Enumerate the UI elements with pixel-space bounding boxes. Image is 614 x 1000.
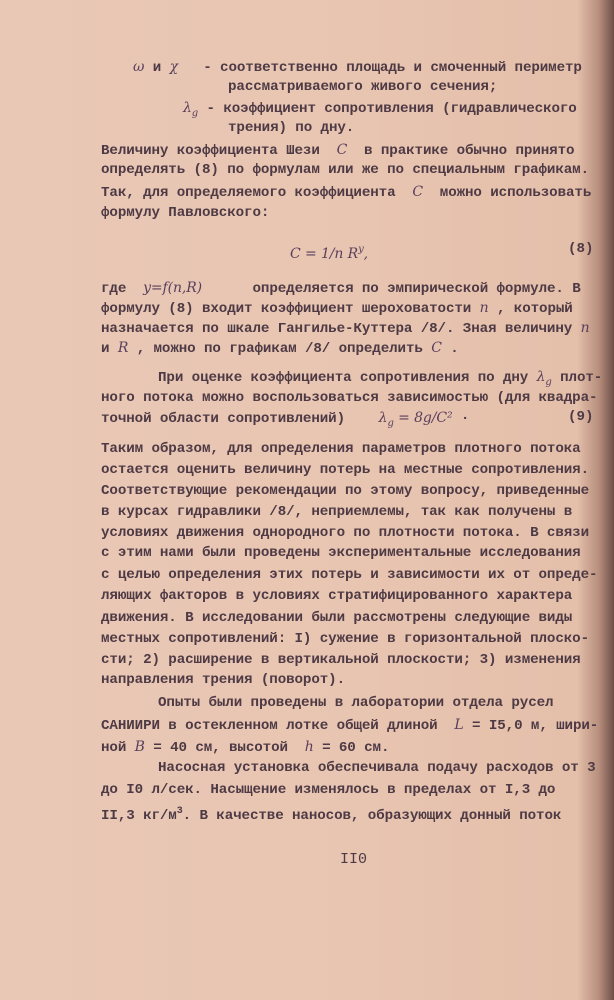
- text-segment: .: [441, 341, 459, 357]
- text-segment: и: [144, 60, 170, 76]
- text-line: [101, 279, 581, 298]
- text-segment: формулу Павловского:: [101, 205, 270, 221]
- text-segment: направления трения (поворот).: [101, 672, 346, 688]
- text-segment: остается оценить величину потерь на местные сопротивления.: [101, 462, 590, 478]
- text-line: [101, 587, 572, 605]
- text-line: [228, 78, 497, 96]
- text-line: [101, 161, 589, 179]
- math-symbol: g: [191, 108, 199, 119]
- text-segment: точной области сопротивлений): [101, 411, 379, 427]
- math-symbol: = 8g/C²: [393, 410, 453, 426]
- text-line: [101, 609, 572, 627]
- text-segment: с целью определения этих потерь и зависимости их от опреде-: [101, 567, 598, 583]
- math-symbol: ,: [363, 246, 369, 262]
- text-line: [101, 671, 345, 689]
- equation-number: (8): [568, 241, 594, 257]
- text-line: [290, 241, 368, 264]
- text-line: [101, 482, 589, 500]
- text-segment: Опыты были проведены в лаборатории отдела русел: [158, 695, 554, 711]
- text-segment: - коэффициент сопротивления (гидравлического: [198, 101, 577, 117]
- math-symbol: C: [412, 184, 423, 200]
- math-symbol: h: [304, 739, 314, 755]
- text-line: [101, 183, 591, 202]
- text-segment: Таким образом, для определения параметров плотного потока: [101, 441, 581, 457]
- text-segment: ного потока можно воспользоваться зависимостью (для квадра-: [101, 390, 598, 406]
- math-symbol: C: [336, 142, 348, 158]
- text-segment: . В качестве наносов, образующих донный поток: [182, 808, 562, 824]
- math-symbol: ω: [133, 59, 145, 75]
- text-segment: до I0 л/сек. Насыщение изменялось в пределах от I,3 до: [101, 782, 556, 798]
- math-symbol: 1/n: [320, 246, 344, 262]
- math-symbol: y: [358, 244, 364, 255]
- math-symbol: n: [580, 320, 590, 336]
- text-line: [158, 759, 596, 777]
- text-line: [101, 141, 574, 160]
- text-segment: назначается по шкале Гангилье-Куттера /8/. Зная величину: [101, 321, 581, 337]
- math-symbol: R: [343, 246, 359, 262]
- text-line: [101, 651, 581, 669]
- text-segment: трения) по дну.: [228, 120, 355, 136]
- text-segment: = 40 см, высотой: [144, 740, 305, 756]
- text-segment: Соответствующие рекомендации по этому вопросу, приведенные: [101, 483, 590, 499]
- text-line: [101, 440, 581, 458]
- text-line: [101, 524, 589, 542]
- math-symbol: C =: [290, 246, 321, 262]
- math-symbol: g: [545, 377, 552, 388]
- text-line: [133, 58, 582, 77]
- text-segment: и: [101, 341, 118, 357]
- text-segment: , можно по графикам /8/ определить: [128, 341, 432, 357]
- text-line: [101, 461, 589, 479]
- text-segment: формулу (8) входит коэффициент шероховатости: [101, 301, 480, 317]
- text-line: [101, 630, 589, 648]
- math-symbol: χ: [169, 59, 178, 75]
- text-segment: 3: [176, 806, 183, 817]
- text-segment: Насосная установка обеспечивала подачу расходов от 3: [158, 760, 596, 776]
- text-segment: ляющих факторов в условиях стратифицированного характера: [101, 588, 573, 604]
- text-segment: При оценке коэффициента сопротивления по дну: [158, 370, 537, 386]
- text-segment: САНИИРИ в остекленном лотке общей длиной: [101, 718, 455, 734]
- text-segment: Величину коэффициента Шези: [101, 143, 337, 159]
- page-number: II0: [340, 851, 368, 868]
- math-symbol: C: [431, 340, 442, 356]
- math-symbol: n: [479, 300, 489, 316]
- text-segment: , который: [488, 301, 573, 317]
- equation-number: (9): [568, 409, 594, 425]
- text-segment: в практике обычно принято: [347, 143, 575, 159]
- text-segment: ной: [101, 740, 135, 756]
- text-segment: можно использовать: [422, 185, 592, 201]
- text-segment: с этим нами были проведены экспериментальные исследования: [101, 545, 581, 561]
- text-line: [228, 119, 354, 137]
- text-line: [101, 503, 572, 521]
- math-symbol: y=f(n,R): [143, 280, 203, 296]
- math-symbol: L: [454, 717, 464, 733]
- text-segment: определять (8) по формулам или же по специальным графикам.: [101, 162, 590, 178]
- text-line: [158, 694, 553, 712]
- text-line: [101, 781, 555, 799]
- text-line: [101, 738, 389, 757]
- text-segment: плот-: [551, 370, 603, 386]
- math-symbol: R: [117, 340, 129, 356]
- text-line: [101, 299, 573, 318]
- text-line: [101, 566, 597, 584]
- text-segment: определяется по эмпирической формуле. В: [202, 281, 581, 297]
- math-symbol: g: [387, 418, 394, 429]
- text-segment: - соответственно площадь и смоченный периметр: [177, 60, 582, 76]
- text-segment: где: [101, 281, 144, 297]
- math-symbol: λ: [536, 369, 546, 385]
- math-symbol: B: [134, 739, 145, 755]
- text-segment: II,3 кг/м: [101, 808, 177, 824]
- text-line: [101, 319, 590, 338]
- text-segment: сти; 2) расширение в вертикальной плоскости; 3) изменения: [101, 652, 581, 668]
- text-line: [101, 389, 597, 407]
- text-segment: движения. В исследовании были рассмотрены следующие виды: [101, 610, 573, 626]
- text-segment: = I5,0 м, шири-: [463, 718, 599, 734]
- text-segment: местных сопротивлений: I) сужение в горизонтальной плоско-: [101, 631, 590, 647]
- text-line: [101, 409, 469, 433]
- text-segment: в курсах гидравлики /8/, неприемлемы, так как получены в: [101, 504, 573, 520]
- text-line: [101, 544, 581, 562]
- text-line: [101, 716, 598, 735]
- text-line: [101, 803, 561, 825]
- math-symbol: λ: [183, 100, 192, 116]
- text-segment: Так, для определяемого коэффициента: [101, 185, 413, 201]
- text-segment: ·: [452, 411, 470, 427]
- text-line: [101, 204, 269, 222]
- math-symbol: λ: [378, 410, 388, 426]
- text-segment: рассматриваемого живого сечения;: [228, 79, 498, 95]
- text-segment: условиях движения однородного по плотности потока. В связи: [101, 525, 590, 541]
- text-line: [101, 339, 459, 358]
- text-segment: = 60 см.: [313, 740, 390, 756]
